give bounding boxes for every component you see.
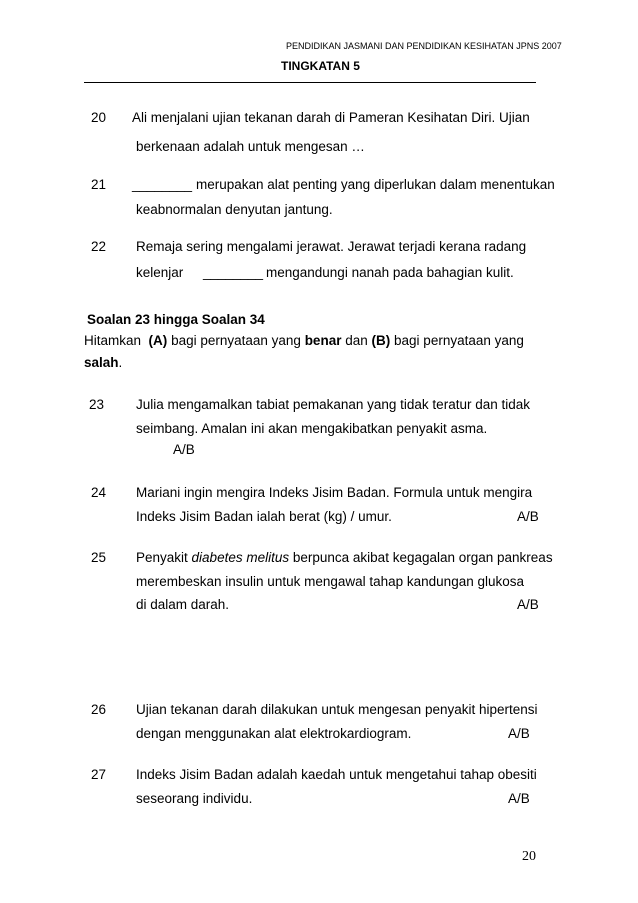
- question-text: merembeskan insulin untuk mengawal tahap kandungan glukosa: [136, 574, 524, 589]
- question-number: 26: [91, 702, 107, 717]
- question-text: seseorang individu.: [136, 791, 253, 806]
- question-text: berkenaan adalah untuk mengesan …: [136, 139, 365, 154]
- question-number: 25: [91, 550, 107, 565]
- question-text: kelenjar: [136, 265, 184, 280]
- question-number: 27: [91, 767, 107, 782]
- question-number: 23: [89, 397, 105, 412]
- question-text: Indeks Jisim Badan adalah kaedah untuk mengetahui tahap obesiti: [136, 767, 537, 782]
- answer-option: A/B: [508, 726, 530, 741]
- question-text: mengandungi nanah pada bahagian kulit.: [266, 265, 514, 280]
- question-text: di dalam darah.: [136, 597, 230, 612]
- question-text: Julia mengamalkan tabiat pemakanan yang tidak teratur dan tidak: [136, 397, 530, 412]
- header-rule: [84, 82, 536, 83]
- question-text: Penyakit diabetes melitus berpunca akibat kegagalan organ pankreas: [136, 550, 553, 565]
- question-text: Remaja sering mengalami jerawat. Jerawat terjadi kerana radang: [136, 239, 527, 254]
- answer-option: A/B: [508, 791, 530, 806]
- question-text: Indeks Jisim Badan ialah berat (kg) / umur.: [136, 509, 392, 524]
- answer-blank: ________: [203, 265, 264, 280]
- question-text: Ali menjalani ujian tekanan darah di Pameran Kesihatan Diri. Ujian: [132, 110, 530, 125]
- question-text: Ujian tekanan darah dilakukan untuk mengesan penyakit hipertensi: [136, 702, 538, 717]
- answer-blank: ________: [132, 177, 193, 192]
- question-text: merupakan alat penting yang diperlukan dalam menentukan: [196, 177, 555, 192]
- question-text: seimbang. Amalan ini akan mengakibatkan penyakit asma.: [136, 421, 488, 436]
- answer-option: A/B: [517, 509, 539, 524]
- question-number: 22: [91, 239, 107, 254]
- question-text: Mariani ingin mengira Indeks Jisim Badan. Formula untuk mengira: [136, 485, 533, 500]
- question-number: 21: [91, 177, 107, 192]
- header-subject: PENDIDIKAN JASMANI DAN PENDIDIKAN KESIHATAN JPNS 2007: [286, 41, 562, 51]
- section-instruction-end: salah.: [84, 355, 123, 370]
- section-title: Soalan 23 hingga Soalan 34: [87, 312, 265, 327]
- question-number: 20: [91, 110, 107, 125]
- page-number: 20: [522, 849, 536, 864]
- question-text: dengan menggunakan alat elektrokardiogram.: [136, 726, 412, 741]
- header-form: TINGKATAN 5: [281, 59, 360, 73]
- answer-option: A/B: [517, 597, 539, 612]
- answer-option: A/B: [173, 442, 195, 457]
- section-instruction: Hitamkan (A) bagi pernyataan yang benar dan (B) bagi pernyataan yang: [84, 333, 524, 348]
- question-number: 24: [91, 485, 107, 500]
- question-text: keabnormalan denyutan jantung.: [136, 202, 333, 217]
